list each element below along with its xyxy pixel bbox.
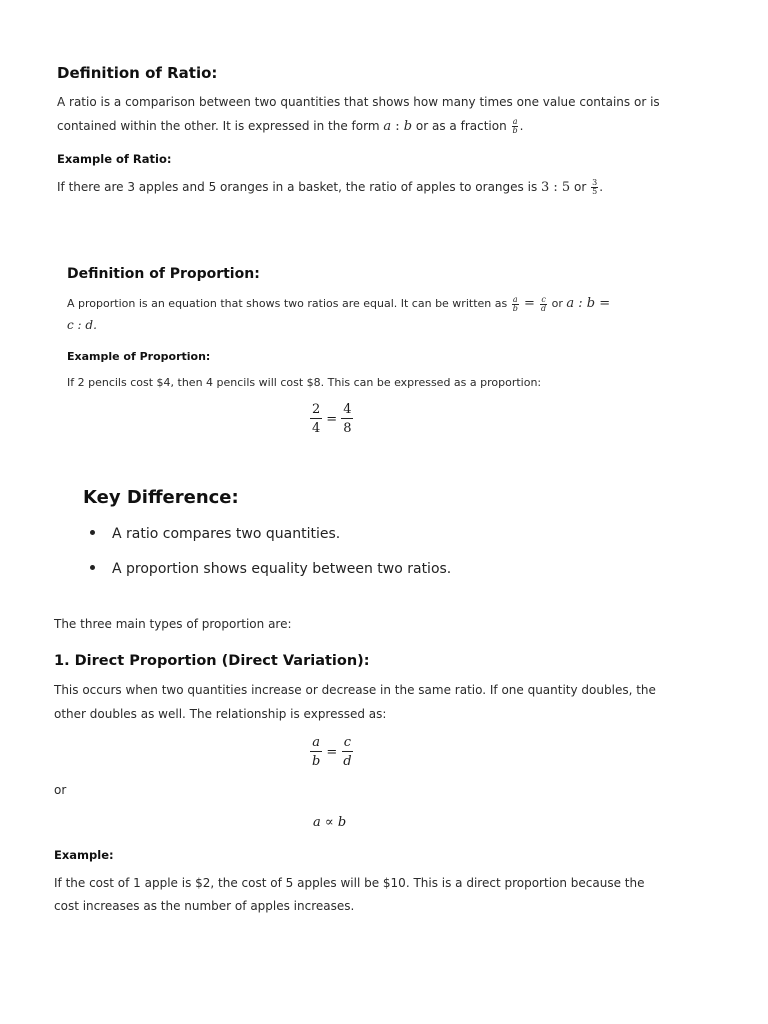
proportion-frac2-num: c <box>541 294 546 304</box>
proportion-display-equals: = <box>326 411 338 427</box>
ratio-form-a: a <box>383 119 392 134</box>
direct-display-num-1: a <box>312 735 321 750</box>
proportion-display-den-1: 4 <box>312 421 321 436</box>
types-intro: The three main types of proportion are: <box>54 617 292 631</box>
proportion-example-heading: Example of Proportion: <box>67 350 211 363</box>
direct-display-den-2: d <box>343 754 352 769</box>
ratio-example-period: . <box>599 180 604 194</box>
ratio-definition-line-2 <box>57 115 523 138</box>
key-difference-bullet-text: A proportion shows equality between two ratios. <box>112 561 452 577</box>
ratio-example-text <box>57 176 603 199</box>
ratio-definition-line-1: A ratio is a comparison between two quantities that shows how many times one value contains or is <box>57 95 660 109</box>
key-difference-heading: Key Difference: <box>83 487 239 508</box>
ratio-fraction-den: b <box>512 126 518 135</box>
ratio-fraction <box>512 118 519 135</box>
proportion-fraction-2 <box>540 296 547 313</box>
direct-proportion-line-2: other doubles as well. The relationship is expressed as: <box>54 707 387 721</box>
ratio-fraction-num: a <box>512 117 518 126</box>
direct-example-line-2: cost increases as the number of apples increases. <box>54 899 355 913</box>
proportion-display-num-1: 2 <box>312 402 321 417</box>
proportion-display-num-2: 4 <box>343 402 352 417</box>
proportion-or: or <box>548 297 567 310</box>
proportion-ab: a : b <box>566 296 596 311</box>
proportion-example-text: If 2 pencils cost $4, then 4 pencils will cost $8. This can be expressed as a proportion: <box>67 376 542 389</box>
direct-example-heading: Example: <box>54 848 114 862</box>
bullet-dot <box>90 565 95 570</box>
ratio-definition-text: contained within the other. It is expressed in the form <box>57 119 384 133</box>
direct-display-num-2: c <box>343 735 352 750</box>
direct-or: or <box>54 783 67 797</box>
ratio-example-heading: Example of Ratio: <box>57 152 172 166</box>
proportion-display-frac-2 <box>341 403 353 435</box>
ratio-example-ratio: 3 : 5 <box>541 180 571 195</box>
proportion-heading: Definition of Proportion: <box>67 266 260 282</box>
direct-display-den-1: b <box>312 754 321 769</box>
ratio-form-b: b <box>403 119 413 134</box>
direct-display-frac-1 <box>310 736 322 768</box>
ratio-example-or: or <box>570 180 591 194</box>
ratio-example-frac-den: 5 <box>592 187 598 196</box>
direct-display-equation <box>309 736 355 768</box>
ratio-form-colon: : <box>391 119 404 134</box>
proportion-definition-line-2: c : d. <box>67 318 97 332</box>
key-difference-bullet-2 <box>90 561 451 577</box>
ratio-heading: Definition of Ratio: <box>57 64 218 82</box>
proportion-frac1-den: b <box>512 303 518 313</box>
ratio-example-sentence: If there are 3 apples and 5 oranges in a basket, the ratio of apples to oranges is <box>57 180 542 194</box>
ratio-period: . <box>519 119 524 133</box>
direct-proportion-line-1: This occurs when two quantities increase or decrease in the same ratio. If one quantity doubles, the <box>54 683 656 697</box>
proportion-display-den-2: 8 <box>343 421 352 436</box>
proportion-eq-end: = <box>595 296 611 311</box>
key-difference-bullet-1 <box>90 526 340 542</box>
proportion-display-frac-1 <box>310 403 322 435</box>
proportion-fraction-1 <box>512 296 519 313</box>
ratio-example-frac-num: 3 <box>592 178 598 187</box>
proportion-frac2-den: d <box>541 303 547 313</box>
key-difference-bullet-text: A ratio compares two quantities. <box>112 526 341 542</box>
direct-proportional-symbol: a ∝ b <box>313 815 347 830</box>
proportion-definition-line-1 <box>67 293 610 315</box>
direct-proportion-heading: 1. Direct Proportion (Direct Variation): <box>54 653 370 669</box>
ratio-example-fraction <box>591 179 598 196</box>
direct-display-equals: = <box>326 744 338 760</box>
ratio-form-or: or as a fraction <box>412 119 511 133</box>
proportion-definition-text: A proportion is an equation that shows two ratios are equal. It can be written as <box>67 297 511 310</box>
direct-display-frac-2 <box>341 736 353 768</box>
proportion-equals: = <box>519 296 540 311</box>
direct-example-line-1: If the cost of 1 apple is $2, the cost of 5 apples will be $10. This is a direct proportion because the <box>54 876 645 890</box>
proportion-frac1-num: a <box>512 294 518 304</box>
bullet-dot <box>90 530 95 535</box>
proportion-display-equation <box>309 403 354 435</box>
